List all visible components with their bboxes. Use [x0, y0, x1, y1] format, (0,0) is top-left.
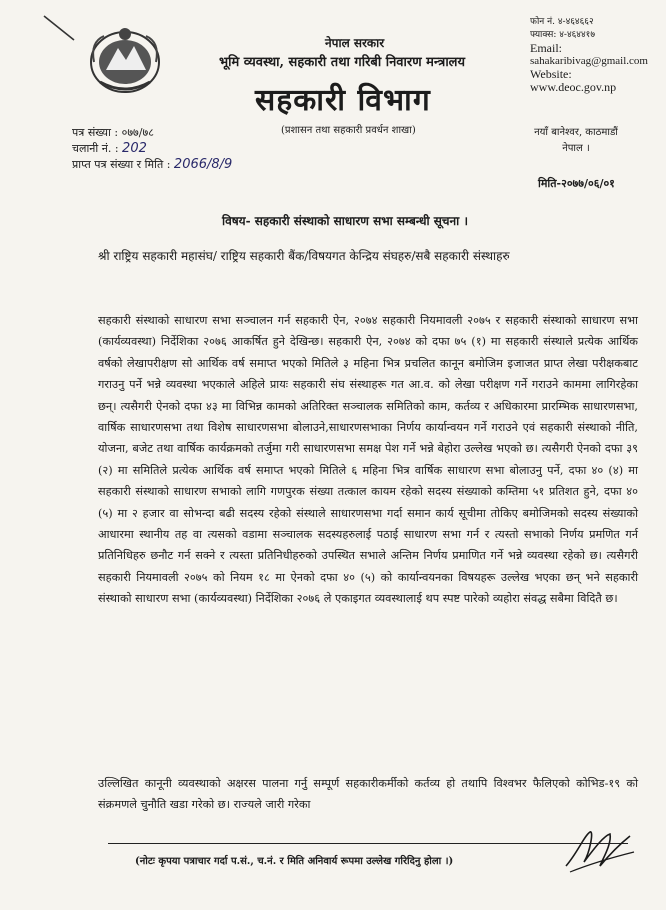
- nepal-emblem-icon: [86, 22, 164, 98]
- ministry-title: भूमि व्यवस्था, सहकारी तथा गरिबी निवारण मन्त्रालय: [219, 55, 466, 70]
- received-label: प्राप्त पत्र संख्या र मिति :: [72, 158, 171, 171]
- body-paragraph-2: उल्लिखित कानूनी व्यवस्थाको अक्षरस पालना गर्नु सम्पूर्ण सहकारीकर्मीको कर्तव्य हो तथापि विश्वभर फैलिएको कोभिड-१९ को संक्रमणले चुनौति खडा गरेको छ। राज्यले जारी गरेका: [98, 777, 638, 812]
- government-title: नेपाल सरकार: [325, 36, 385, 50]
- contact-block: [530, 16, 662, 94]
- department-title: सहकारी विभाग: [255, 83, 431, 118]
- letter-number: पत्र संख्या : ०७७/७८: [72, 126, 154, 139]
- reference-block: [72, 125, 232, 173]
- website-label: Website:: [530, 67, 572, 81]
- letter-date: मिति-२०७७/०६/०१: [538, 177, 615, 190]
- footer-note: (नोटः कृपया पत्राचार गर्दा प.सं., च.नं. र मिति अनिवार्य रूपमा उल्लेख गरिदिनु होला ।): [135, 856, 454, 867]
- dispatch-number: 202: [122, 141, 147, 156]
- fax-number: फ्याक्स: ४-४६४४१७: [530, 30, 596, 40]
- office-address: [520, 125, 632, 157]
- dispatch-label: चलानी नं. :: [72, 142, 119, 155]
- received-value: 2066/8/9: [173, 157, 233, 172]
- body-paragraph-1: सहकारी संस्थाको साधारण सभा सञ्चालन गर्न सहकारी ऐन, २०७४ सहकारी नियमावली २०७५ र सहकारी संस्थाको साधारण सभा (कार्यव्यवस्था) निर्देशिका २०७६ आकर्षित हुने देखिन्छ। सहकारी ऐन, २०७४ को दफा ७५ (१) मा सहकारी संस्थाले प्रत्येक आर्थिक वर्षको लेखापरीक्षण सो आर्थिक वर्ष समाप्त भएको मितिले ३ महिना भित्र प्रचलित कानून बमोजिम इजाजत प्राप्त लेखा परीक्षकबाट गराउनु पर्ने भन्ने व्यवस्था भएकाले अहिले प्रायः सहकारी संघ संस्थाहरू गत आ.व. को लेखा परीक्षण गर्ने गराउने काममा लागिरहेका छन्। त्यसैगरी ऐनको दफा ४३ मा विभिन्न कामको अतिरिक्त सञ्चालक समितिको काम, कर्तव्य र अधिकारमा प्रारम्भिक साधारणसभा, वार्षिक साधारणसभा तथा विशेष साधारणसभा बोलाउने,साधारणसभाका निर्णय कार्यान्वयन गर्ने गराउने एवं सहकारी संस्थाको नीति, योजना, बजेट तथा वार्षिक कार्यक्रमको तर्जुमा गरी साधारणसभा समक्ष पेश गर्ने भन्ने बेहोरा उल्लेख भएको छ। त्यसैगरी ऐनको दफा ३९ (२) मा समितिले प्रत्येक आर्थिक वर्ष समाप्त भएको मितिले ६ महिना भित्र वार्षिक साधारण सभा बोलाउनु पर्ने, दफा ४० (४) मा सहकारी संस्थाको साधारण सभाको लागि गणपुरक संख्या तत्काल कायम रहेको सदस्य संख्याको कम्तिमा ५१ प्रतिशत हुने, दफा ४० (५) मा २ हजार वा सोभन्दा बढी सदस्य रहेको संस्थाले साधारणसभा गर्दा समान कार्य सूचीमा तोकिए बमोजिमको सदस्य संख्याको आधारमा स्थानीय तह वा त्यसको वडामा सञ्चालक सदस्यहरुलाई पठाई साधारण सभा गर्न र त्यस्तो सभाको निर्णय प्रमणित गर्न प्रतिनिधिहरु छनौट गर्न सक्ने र त्यस्ता प्रतिनिधीहरुको उपस्थित सभाले अन्तिम निर्णय प्रमाणित गर्ने भन्ने व्यवस्था रहेको छ। त्यसैगरी सहकारी नियमावली २०७५ को नियम १८ मा ऐनको दफा ४० (५) को कार्यान्वयनका विषयहरू उल्लेख भएका छन् भने सहकारी संस्थाको साधारण सभा (कार्यव्यवस्था) निर्देशिका २०७६ ले एकाइगत व्यवस्थालाई थप स्पष्ट पारेको व्यहोरा संवद्ध सबैमा विदितै छ।: [98, 314, 638, 606]
- phone-number: फोन नं. ४-४६४६६२: [530, 17, 594, 27]
- footer-divider: [108, 843, 628, 844]
- address-line-2: नेपाल ।: [562, 143, 590, 154]
- address-line-1: नयाँ बानेश्वर, काठमाडौं: [534, 127, 618, 138]
- dispatch-number-row: [72, 141, 232, 157]
- pen-stroke-mark: [40, 10, 80, 50]
- email-address: sahakaribivag@gmail.com: [530, 55, 648, 67]
- email-label: Email:: [530, 41, 562, 55]
- subject-line: विषय- सहकारी संस्थाको साधारण सभा सम्बन्धी सूचना ।: [221, 214, 469, 228]
- addressee: श्री राष्ट्रिय सहकारी महासंघ/ राष्ट्रिय सहकारी बैंक/विषयगत केन्द्रिय संघहरु/सबै सहकारी संस्थाहरु: [98, 249, 510, 263]
- received-row: [72, 157, 232, 173]
- website-address: www.deoc.gov.np: [530, 80, 617, 94]
- signature-icon: [560, 822, 640, 878]
- branch-title: (प्रशासन तथा सहकारी प्रवर्धन शाखा): [281, 125, 416, 136]
